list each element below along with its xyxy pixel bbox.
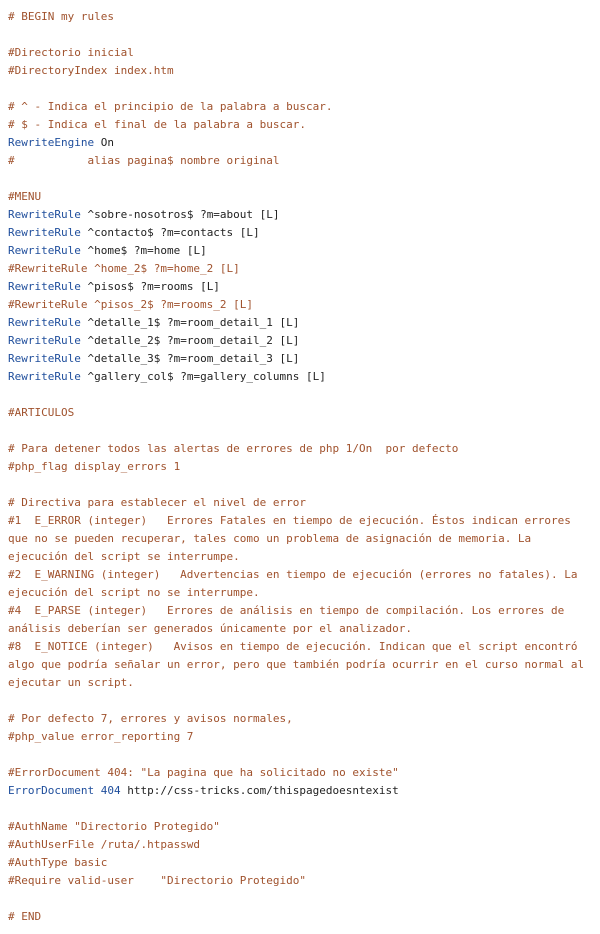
comment-line: #php_value error_reporting 7 [8, 730, 194, 743]
directive-arguments: ^contacto$ ?m=contacts [L] [80, 226, 260, 239]
directive-line [8, 332, 594, 350]
directive-arguments: On [94, 136, 114, 149]
errordocument-line [8, 782, 594, 800]
comment-line: #ErrorDocument 404: "La pagina que ha solicitado no existe" [8, 766, 399, 779]
comment-line: #AuthType basic [8, 856, 108, 869]
directive-line [8, 314, 594, 332]
comment-line: # Por defecto 7, errores y avisos normales, [8, 712, 293, 725]
comment-line: #RewriteRule ^home_2$ ?m=home_2 [L] [8, 262, 240, 275]
htaccess-code-listing [8, 8, 594, 926]
comment-line: #Directorio inicial [8, 46, 134, 59]
directive-arguments: ^detalle_2$ ?m=room_detail_2 [L] [80, 334, 300, 347]
comment-line: # $ - Indica el final de la palabra a buscar. [8, 118, 307, 131]
directive-arguments: http://css-tricks.com/thispagedoesntexist [120, 784, 399, 797]
comment-line: # ^ - Indica el principio de la palabra a buscar. [8, 100, 333, 113]
directive-keyword: RewriteEngine [8, 136, 95, 149]
blank-line [8, 746, 594, 764]
comment-line: #AuthUserFile /ruta/.htpasswd [8, 838, 201, 851]
comment-line: #2 E_WARNING (integer) Advertencias en tiempo de ejecución (errores no fatales). La ejecución del script no se interrumpe. [8, 568, 585, 599]
directive-line [8, 134, 594, 152]
directive-arguments: ^gallery_col$ ?m=gallery_columns [L] [80, 370, 326, 383]
comment-line: #ARTICULOS [8, 406, 75, 419]
directive-arguments: ^home$ ?m=home [L] [80, 244, 207, 257]
blank-line [8, 386, 594, 404]
directive-arguments: ^sobre-nosotros$ ?m=about [L] [80, 208, 280, 221]
directive-keyword: RewriteRule [8, 226, 81, 239]
blank-line [8, 26, 594, 44]
blank-line [8, 890, 594, 908]
blank-line [8, 692, 594, 710]
comment-line: # Para detener todos las alertas de errores de php 1/On por defecto [8, 442, 459, 455]
directive-keyword: RewriteRule [8, 208, 81, 221]
directive-arguments: ^pisos$ ?m=rooms [L] [80, 280, 220, 293]
directive-line [8, 242, 594, 260]
blank-line [8, 476, 594, 494]
directive-keyword: RewriteRule [8, 244, 81, 257]
comment-line: #php_flag display_errors 1 [8, 460, 181, 473]
directive-line [8, 224, 594, 242]
blank-line [8, 170, 594, 188]
comment-line: # BEGIN my rules [8, 10, 114, 23]
comment-line: #8 E_NOTICE (integer) Avisos en tiempo de ejecución. Indican que el script encontró algo que podría señalar un error, pero que también podría ocurrir en el curso normal al ejecutar un script. [8, 640, 591, 689]
comment-line: #RewriteRule ^pisos_2$ ?m=rooms_2 [L] [8, 298, 254, 311]
blank-line [8, 80, 594, 98]
comment-line: #DirectoryIndex index.htm [8, 64, 174, 77]
directive-arguments: ^detalle_3$ ?m=room_detail_3 [L] [80, 352, 300, 365]
directive-line [8, 278, 594, 296]
directive-line [8, 350, 594, 368]
directive-arguments: ^detalle_1$ ?m=room_detail_1 [L] [80, 316, 300, 329]
comment-line: #4 E_PARSE (integer) Errores de análisis en tiempo de compilación. Los errores de análisis deberían ser generados únicamente por el analizador. [8, 604, 571, 635]
comment-line: #1 E_ERROR (integer) Errores Fatales en tiempo de ejecución. Éstos indican errores que no se pueden recuperar, tales como un problema de asignación de memoria. La ejecución del script se interrumpe. [8, 514, 578, 563]
blank-line [8, 422, 594, 440]
comment-line: # Directiva para establecer el nivel de error [8, 496, 307, 509]
directive-line [8, 206, 594, 224]
directive-keyword: RewriteRule [8, 370, 81, 383]
directive-keyword: RewriteRule [8, 280, 81, 293]
directive-keyword: RewriteRule [8, 334, 81, 347]
directive-line [8, 368, 594, 386]
comment-line: #MENU [8, 190, 42, 203]
directive-keyword: ErrorDocument [8, 784, 95, 797]
error-code: 404 [94, 784, 121, 797]
comment-line: #Require valid-user "Directorio Protegido" [8, 874, 307, 887]
blank-line [8, 800, 594, 818]
comment-line: #AuthName "Directorio Protegido" [8, 820, 220, 833]
comment-line: # alias pagina$ nombre original [8, 154, 280, 167]
directive-keyword: RewriteRule [8, 352, 81, 365]
comment-line: # END [8, 910, 42, 923]
directive-keyword: RewriteRule [8, 316, 81, 329]
